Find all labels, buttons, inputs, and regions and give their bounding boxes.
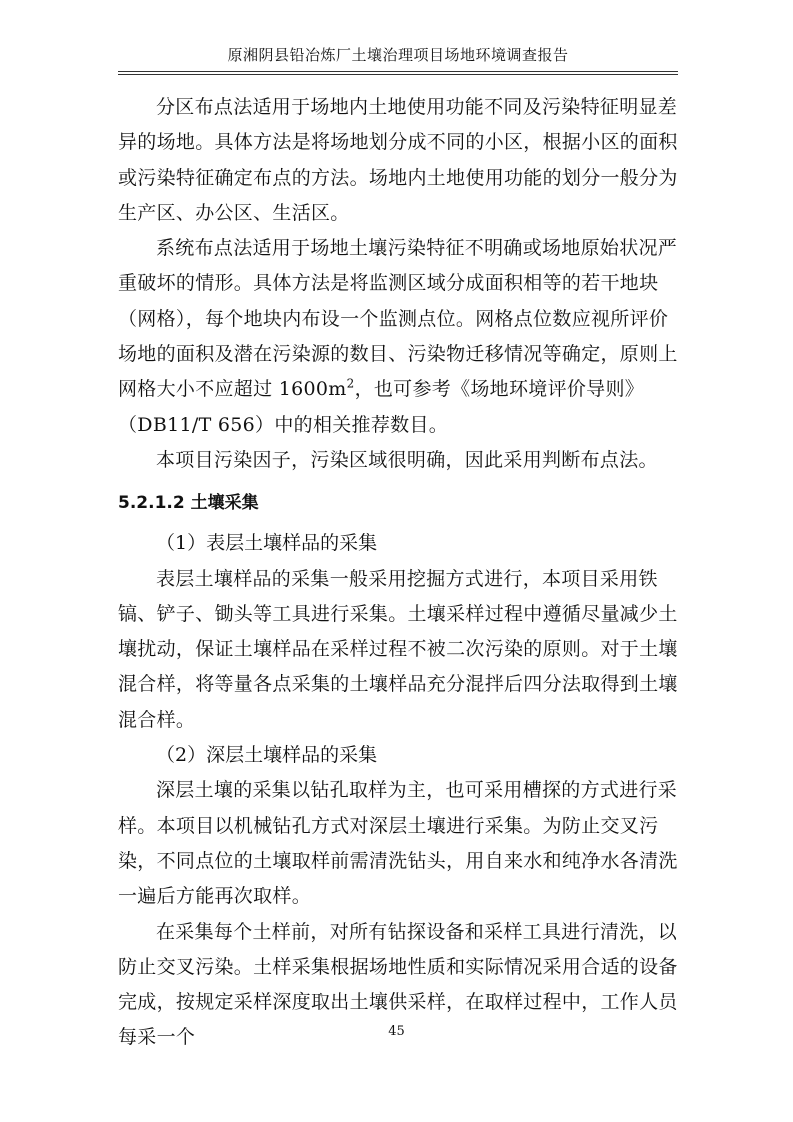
paragraph-systematic-sampling (118, 231, 683, 443)
subheading-surface-soil: （1）表层土壤样品的采集 (156, 532, 378, 555)
paragraph-cleaning: 在采集每个土样前，对所有钻探设备和采样工具进行清洗，以防止交叉污染。土样采集根据场地性质和实际情况采用合适的设备完成，按规定采样深度取出土壤供采样，在取样过程中，工作人员每采一个 (118, 920, 678, 1049)
subheading-deep-soil: （2）深层土壤样品的采集 (156, 744, 378, 767)
document-body (118, 90, 683, 1056)
paragraph-surface-soil: 表层土壤样品的采集一般采用挖掘方式进行，本项目采用铁镐、铲子、锄头等工具进行采集。土壤采样过程中遵循尽量减少土壤扰动，保证土壤样品在采样过程不被二次污染的原则。对于土壤混合样，将等量各点采集的土壤样品充分混拌后四分法取得到土壤混合样。 (118, 567, 678, 731)
paragraph-text: 系统布点法适用于场地土壤污染特征不明确或场地原始状况严重破坏的情形。具体方法是将监测区域分成面积相等的若干地块（网格），每个地块内布设一个监测点位。网格点位数应视所评价场地的面积及潜在污染源的数目、污染物迁移情况等确定，原则上网格大小不应超过 1600m (118, 237, 678, 401)
header-rule (118, 71, 678, 75)
paragraph-zoned-sampling: 分区布点法适用于场地内土地使用功能不同及污染特征明显差异的场地。具体方法是将场地划分成不同的小区，根据小区的面积或污染特征确定布点的方法。场地内土地使用功能的划分一般分为生产区、办公区、生活区。 (118, 96, 678, 224)
paragraph-judgment-sampling: 本项目污染因子，污染区域很明确，因此采用判断布点法。 (156, 448, 658, 471)
section-heading: 5.2.1.2 土壤采集 (118, 493, 259, 514)
running-header: 原湘阴县铅冶炼厂土壤治理项目场地环境调查报告 (227, 46, 569, 64)
page-number: 45 (388, 1024, 405, 1039)
paragraph-text-cont: ，也可参考《场地环境评价导则》（DB11/T 656）中的相关推荐数目。 (118, 378, 645, 436)
superscript: 2 (346, 377, 355, 392)
paragraph-deep-soil: 深层土壤的采集以钻孔取样为主，也可采用槽探的方式进行采样。本项目以机械钻孔方式对深层土壤进行采集。为防止交叉污染，不同点位的土壤取样前需清洗钻头，用自来水和纯净水各清洗一遍后方能再次取样。 (118, 779, 678, 908)
